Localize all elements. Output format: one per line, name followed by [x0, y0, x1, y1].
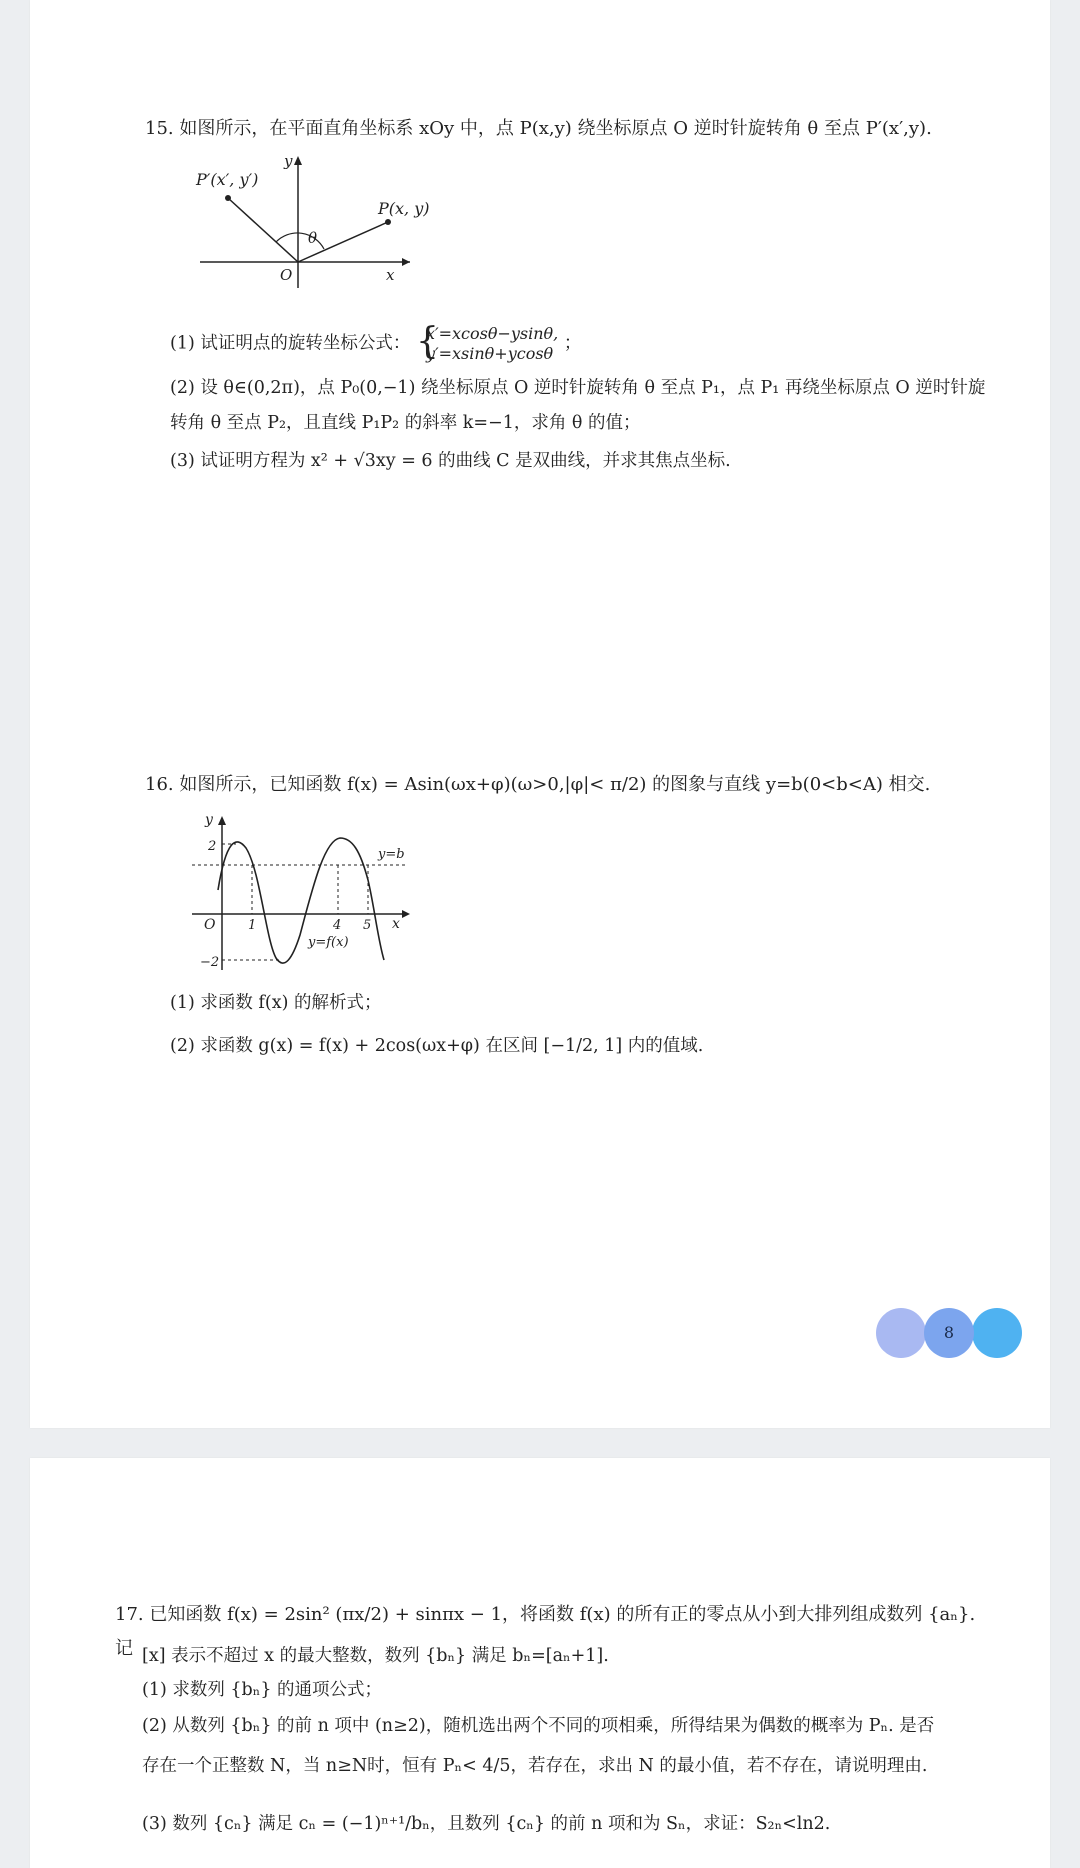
tick-neg2: −2 [200, 955, 220, 970]
label-theta: θ [308, 229, 318, 247]
q16-part1: (1) 求函数 f(x) 的解析式； [170, 993, 382, 1013]
q17-stem-line1: 17. 已知函数 f(x) = 2sin² (πx/2) + sinπx − 1，将函数 f(x) 的所有正的零点从小到大排列组成数列 {aₙ}. 记 [115, 1604, 976, 1659]
label-y-axis: y [284, 152, 293, 170]
exam-page-9 [30, 1458, 1050, 1868]
q17-part2-line1: (2) 从数列 {bₙ} 的前 n 项中 (n≥2)，随机选出两个不同的项相乘，所得结果为偶数的概率为 Pₙ. 是否 [142, 1716, 935, 1736]
label-x-axis-16: x [392, 916, 400, 932]
label-y-axis-16: y [205, 812, 213, 828]
label-p-prime: P′(x′, y′) [196, 170, 259, 189]
label-y-equals-fx: y=f(x) [308, 935, 349, 950]
q17-part3: (3) 数列 {cₙ} 满足 cₙ = (−1)ⁿ⁺¹/bₙ，且数列 {cₙ} 的前 n 项和为 Sₙ，求证：S₂ₙ<ln2. [142, 1814, 831, 1834]
q15-part1-end: ； [563, 333, 582, 354]
page-number-badge [876, 1308, 1026, 1360]
q15-part1 [170, 321, 990, 364]
q15-eq1: x′=xcosθ−ysinθ, [425, 324, 559, 343]
tick-5: 5 [363, 918, 372, 933]
label-p: P(x, y) [378, 199, 430, 218]
q16-stem: 16. 如图所示，已知函数 f(x) = Asin(ωx+φ)(ω>0,|φ|< π/2) 的图象与直线 y=b(0<b<A) 相交. [145, 774, 931, 795]
badge-dot-left [876, 1308, 926, 1358]
q15-system: { x′=xcosθ−ysinθ, y′=xsinθ+ycosθ [415, 321, 559, 363]
q17-part1: (1) 求数列 {bₙ} 的通项公式； [142, 1680, 383, 1700]
label-y-equals-b: y=b [378, 847, 405, 862]
q16-part2: (2) 求函数 g(x) = f(x) + 2cos(ωx+φ) 在区间 [−1/2, 1] 内的值域. [170, 1036, 704, 1056]
q15-part3: (3) 试证明方程为 x² + √3xy = 6 的曲线 C 是双曲线，并求其焦点坐标. [170, 451, 731, 471]
label-origin-16: O [204, 917, 216, 933]
q15-part2-line2: 转角 θ 至点 P₂，且直线 P₁P₂ 的斜率 k=−1，求角 θ 的值； [170, 413, 641, 433]
q15-part1-text: (1) 试证明点的旋转坐标公式： [170, 333, 411, 354]
exam-page-8 [30, 0, 1050, 1428]
q15-stem: 15. 如图所示，在平面直角坐标系 xOy 中，点 P(x,y) 绕坐标原点 O 逆时针旋转角 θ 至点 P′(x′,y). [145, 118, 932, 139]
label-origin: O [280, 266, 293, 284]
q16-sine-figure [180, 810, 420, 980]
badge-dot-right [972, 1308, 1022, 1358]
q15-eq2: y′=xsinθ+ycosθ [425, 344, 554, 363]
q15-rotation-figure [180, 150, 430, 290]
tick-1: 1 [248, 918, 257, 933]
tick-2: 2 [208, 839, 217, 854]
page-number: 8 [943, 1323, 955, 1342]
label-x-axis: x [386, 266, 395, 284]
tick-4: 4 [333, 918, 342, 933]
q15-part2-line1: (2) 设 θ∈(0,2π)，点 P₀(0,−1) 绕坐标原点 O 逆时针旋转角 θ 至点 P₁，点 P₁ 再绕坐标原点 O 逆时针旋 [170, 378, 986, 398]
q17-stem-line2: [x] 表示不超过 x 的最大整数，数列 {bₙ} 满足 bₙ=[aₙ+1]. [142, 1646, 609, 1666]
q17-part2-line2: 存在一个正整数 N，当 n≥N时，恒有 Pₙ< 4/5，若存在，求出 N 的最小值，若不存在，请说明理由. [142, 1756, 928, 1776]
